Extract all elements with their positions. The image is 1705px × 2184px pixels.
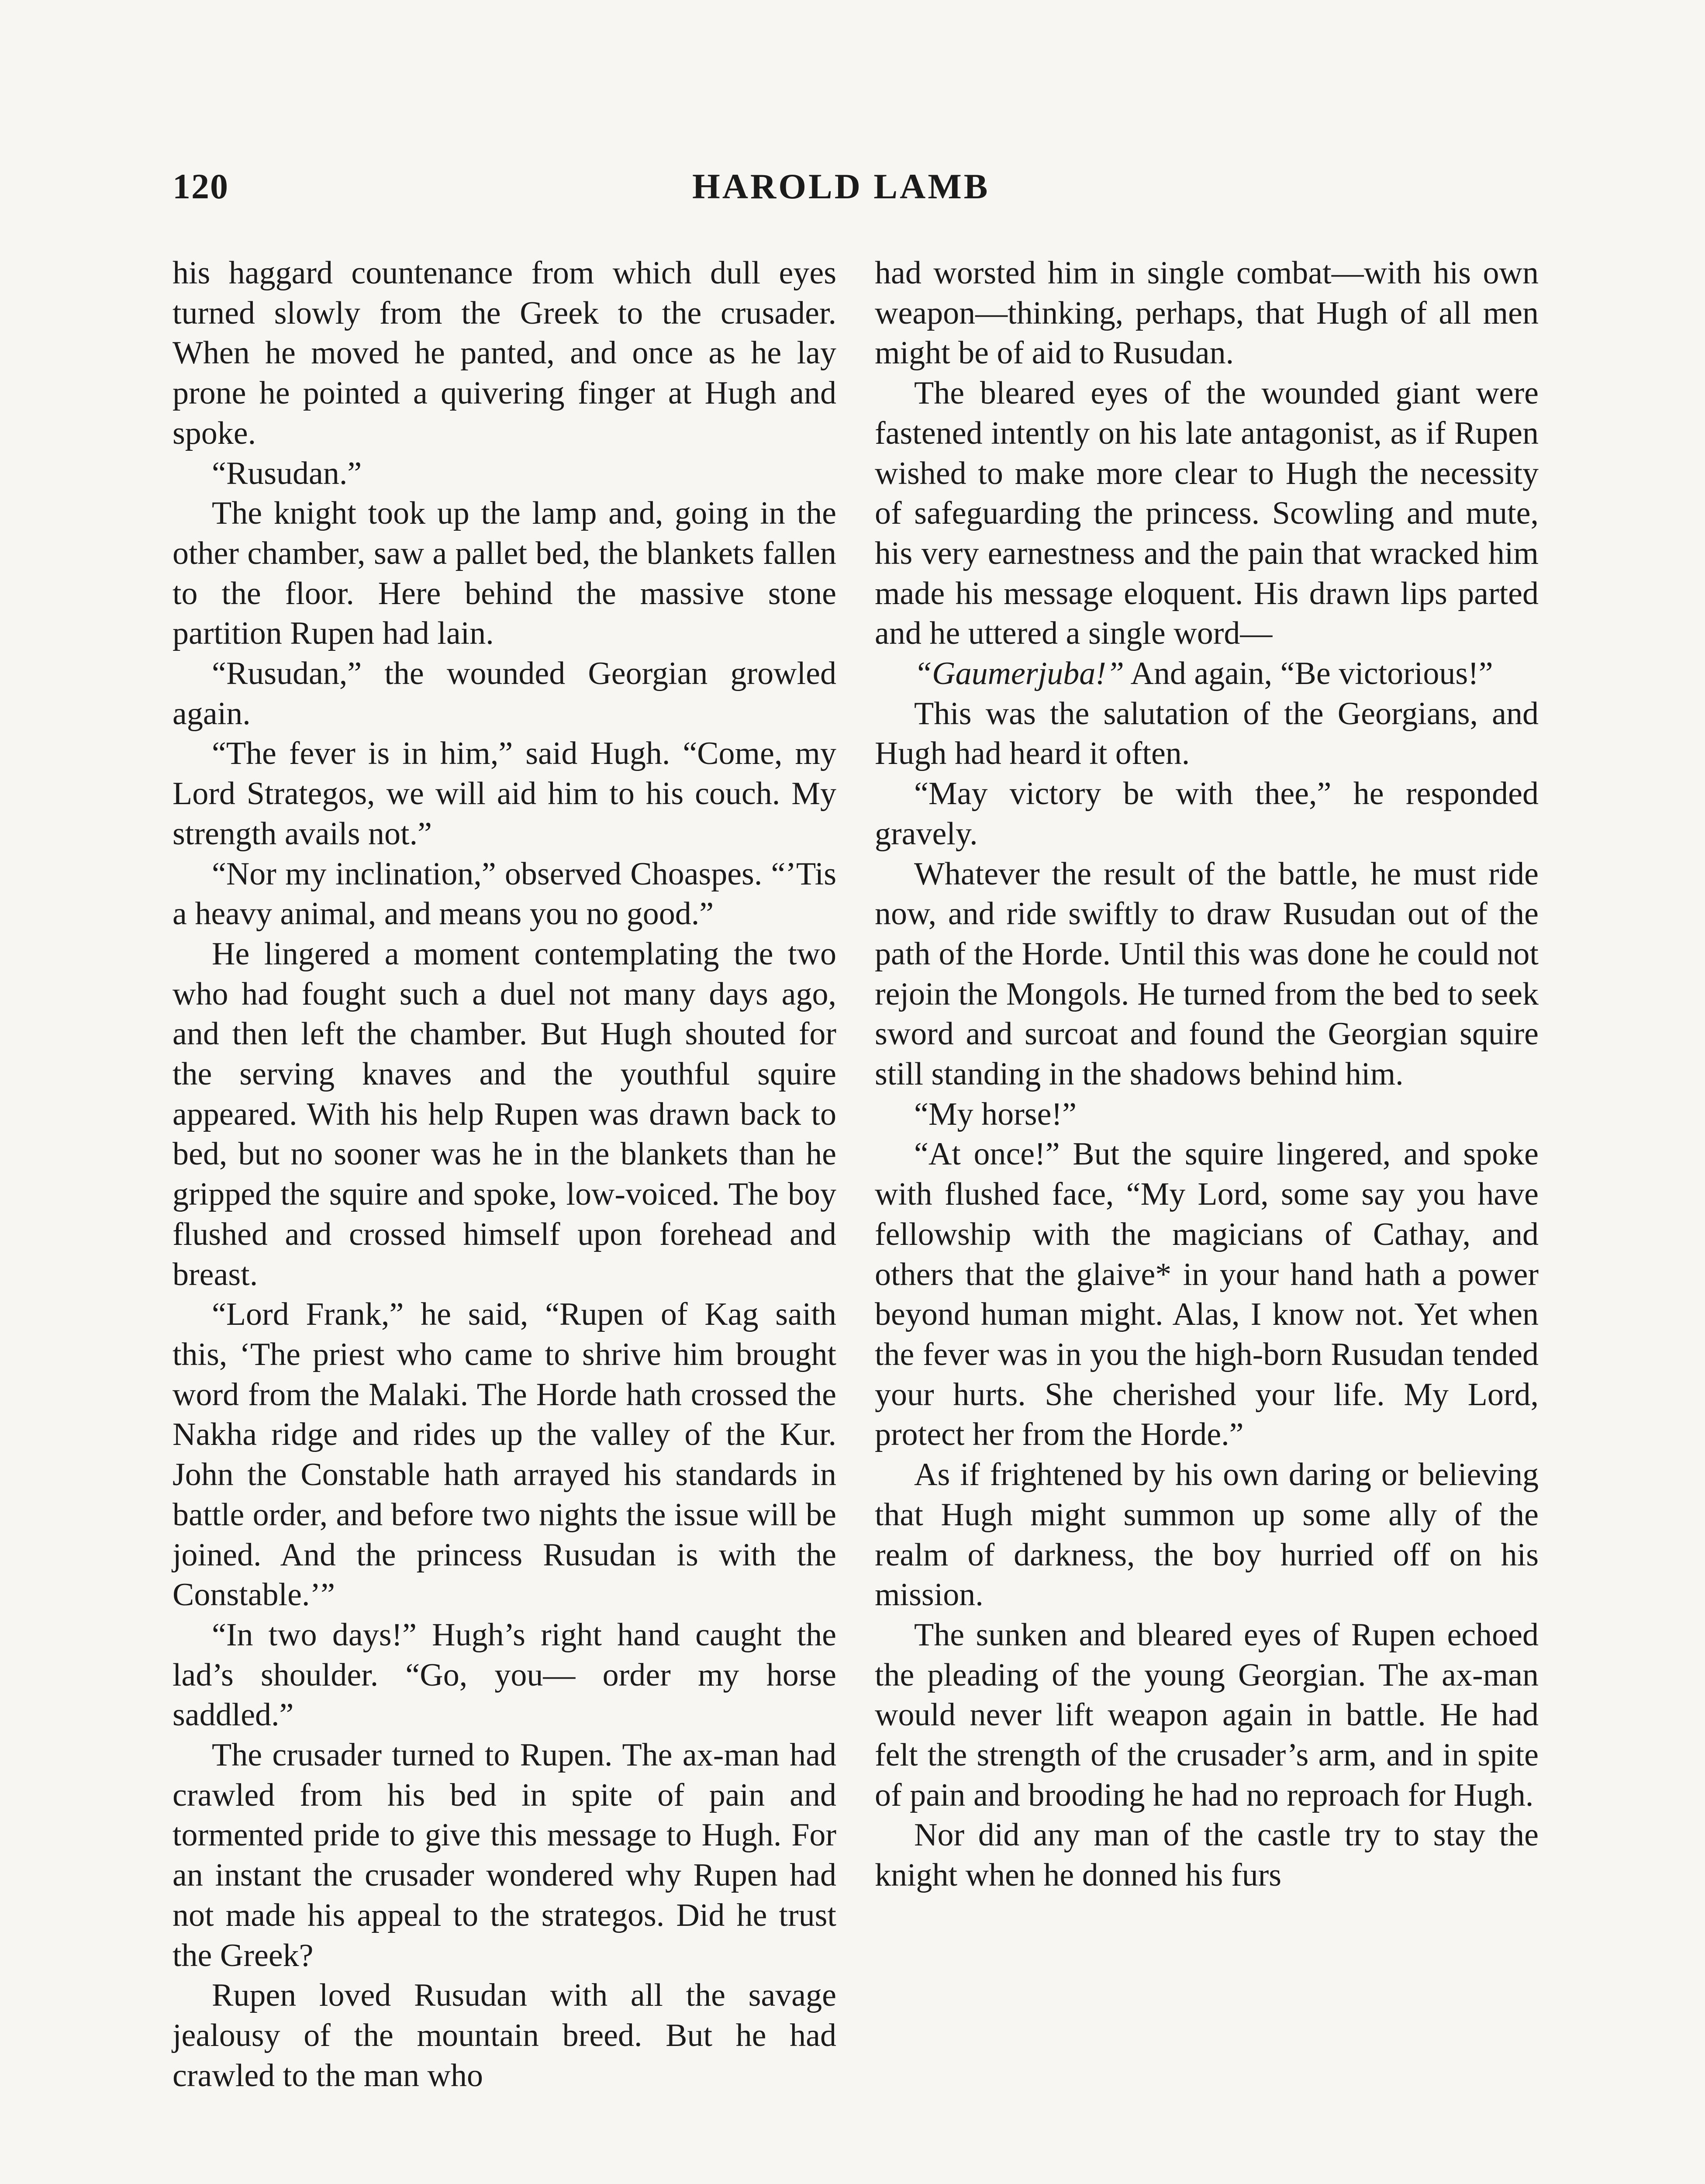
- paragraph: The bleared eyes of the wounded giant were fastened intently on his late antagonist, as if Rupen wished to make more clear to Hugh the necessity of safeguarding the princess. Scowling and mute, his very earnestness and the pain that wracked him made his message eloquent. His drawn lips parted and he uttered a single word—: [875, 375, 1539, 652]
- paragraph: Nor did any man of the castle try to stay the knight when he donned his furs: [875, 1817, 1539, 1894]
- paragraph: [875, 654, 1539, 694]
- paragraph: “My horse!”: [914, 1096, 1077, 1132]
- paragraph: “Rusudan,” the wounded Georgian growled again.: [173, 656, 836, 732]
- paragraph: “Nor my inclination,” observed Choaspes. “’Tis a heavy animal, and means you no good.”: [173, 856, 836, 932]
- paragraph: The knight took up the lamp and, going in the other chamber, saw a pallet bed, the blankets fallen to the floor. Here behind the massive stone partition Rupen had lain.: [173, 495, 836, 652]
- paragraph: “The fever is in him,” said Hugh. “Come, my Lord Strategos, we will aid him to his couch. My strength avails not.”: [173, 736, 836, 852]
- paragraph: “May victory be with thee,” he responded gravely.: [875, 776, 1539, 852]
- left-column: [173, 253, 836, 2096]
- paragraph: As if frightened by his own daring or believing that Hugh might summon up some ally of the realm of darkness, the boy hurried off on his mission.: [875, 1457, 1539, 1613]
- page-number: 120: [173, 166, 229, 206]
- paragraph: “In two days!” Hugh’s right hand caught the lad’s shoulder. “Go, you— order my horse saddled.”: [173, 1617, 836, 1733]
- right-column: [875, 253, 1539, 1896]
- paragraph: Rupen loved Rusudan with all the savage jealousy of the mountain breed. But he had crawled to the man who: [173, 1977, 836, 2094]
- page-header: [173, 166, 1703, 218]
- paragraph: This was the salutation of the Georgians, and Hugh had heard it often.: [875, 695, 1539, 772]
- paragraph: The sunken and bleared eyes of Rupen echoed the pleading of the young Georgian. The ax-man would never lift weapon again in battle. He had felt the strength of the crusader’s arm, and in spite of pain and brooding he had no reproach for Hugh.: [875, 1617, 1539, 1813]
- paragraph: his haggard countenance from which dull eyes turned slowly from the Greek to the crusader. When he moved he panted, and once as he lay prone he pointed a quivering finger at Hugh and spoke.: [173, 255, 836, 451]
- paragraph: had worsted him in single combat—with his own weapon—thinking, perhaps, that Hugh of all men might be of aid to Rusudan.: [875, 255, 1539, 371]
- paragraph: Whatever the result of the battle, he must ride now, and ride swiftly to draw Rusudan out of the path of the Horde. Until this was done he could not rejoin the Mongols. He turned from the bed to seek sword and surcoat and found the Georgian squire still standing in the shadows behind him.: [875, 856, 1539, 1092]
- paragraph: “Lord Frank,” he said, “Rupen of Kag saith this, ‘The priest who came to shrive him brought word from the Malaki. The Horde hath crossed the Nakha ridge and rides up the valley of the Kur. John the Constable hath arrayed his standards in battle order, and before two nights the issue will be joined. And the princess Rusudan is with the Constable.’”: [173, 1296, 836, 1613]
- paragraph: “Rusudan.”: [212, 455, 362, 491]
- paragraph: “At once!” But the squire lingered, and spoke with flushed face, “My Lord, some say you have fellowship with the magicians of Cathay, and others that the glaive* in your hand hath a power beyond human might. Alas, I know not. Yet when the fever was in you the high-born Rusudan tended your hurts. She cherished your life. My Lord, protect her from the Horde.”: [875, 1136, 1539, 1453]
- italic-exclamation: “Gaumerjuba!”: [914, 656, 1125, 692]
- paragraph: The crusader turned to Rupen. The ax-man had crawled from his bed in spite of pain and tormented pride to give this message to Hugh. For an instant the crusader wondered why Rupen had not made his appeal to the strategos. Did he trust the Greek?: [173, 1737, 836, 1973]
- paragraph-rest: And again, “Be victorious!”: [1124, 656, 1493, 692]
- paragraph: He lingered a moment contemplating the two who had fought such a duel not many days ago, and then left the chamber. But Hugh shouted for the serving knaves and the youthful squire appeared. With his help Rupen was drawn back to bed, but no sooner was he in the blankets than he gripped the squire and spoke, low-voiced. The boy flushed and crossed himself upon forehead and breast.: [173, 936, 836, 1292]
- running-head: HAROLD LAMB: [692, 166, 990, 206]
